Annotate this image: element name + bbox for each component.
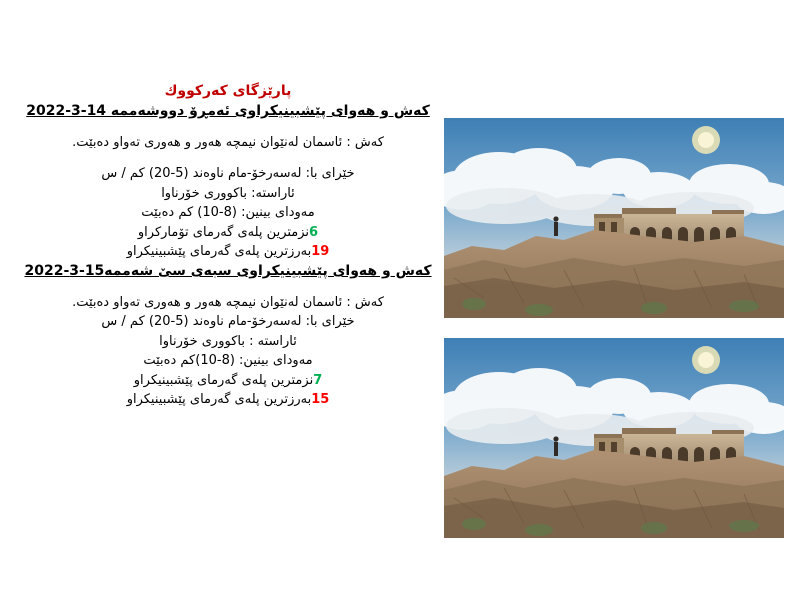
citadel-photo-top-graphic xyxy=(444,118,784,318)
section-1-max-temp-row xyxy=(18,242,438,262)
section-2-max-temp-label: به‌رزترین پله‌ی گه‌رمای پێشبینیكراو xyxy=(126,392,312,408)
section-1-min-temp-value: 6 xyxy=(309,224,319,240)
section-1-max-temp-label: به‌رزترین پله‌ی گه‌رمای پێشبینیكراو xyxy=(126,244,312,260)
citadel-photo-bottom-graphic xyxy=(444,338,784,538)
section-2-min-temp-label: نزمترین پله‌ی گه‌رمای پێشبینیكراو xyxy=(133,372,314,388)
section-2-line-visibility: مه‌ودای بینین: (8-10)كم ده‌بێت xyxy=(143,353,313,369)
section-2-line-wind-speed: خێرای با: له‌سه‌رخۆ-مام ناوه‌ند (5-20) كم / س xyxy=(101,314,355,330)
page-title: پارێزگای كه‌ركووك xyxy=(164,83,292,99)
section-2-max-temp-value: 15 xyxy=(311,392,330,408)
section-1-line-sky: كه‌ش : ئاسمان له‌نێوان نیمچه‌ هه‌ور و هه‌وری ته‌واو ده‌بێت. xyxy=(72,134,384,150)
section-1-min-temp-row xyxy=(18,223,438,243)
section-1-line-wind-direction: ئاراسته‌: باكووری خۆرناوا xyxy=(161,185,295,201)
section-2-max-temp-row xyxy=(18,390,438,410)
section-1-heading: كه‌ش و هه‌وای پێشبینیكراوی ئه‌مڕۆ دووشه‌ممه‌ 14-3-2022 xyxy=(26,102,430,119)
section-2-min-temp-value: 7 xyxy=(313,372,323,388)
section-1-max-temp-value: 19 xyxy=(311,244,330,260)
section-2-line-sky: كه‌ش : ئاسمان له‌نێوان نیمچه‌ هه‌ور و هه‌وری ته‌واو ده‌بێت. xyxy=(72,294,384,310)
section-1-min-temp-label: نزمترین پله‌ی گه‌رمای تۆماركراو xyxy=(137,224,310,240)
section-2-min-temp-row xyxy=(18,371,438,391)
section-1-line-visibility: مه‌ودای بینین: (8-10) كم ده‌بێت xyxy=(141,205,315,221)
section-2-heading: كه‌ش و هه‌وای پێشبینیكراوی سبه‌ی سێ شه‌ممه‌15-3-2022 xyxy=(24,262,432,279)
forecast-text-column xyxy=(18,82,438,410)
section-2-line-wind-direction: ئاراسته‌ : باكووری خۆرناوا xyxy=(159,333,297,349)
citadel-photo-top xyxy=(444,118,784,318)
section-1-line-wind-speed: خێرای با: له‌سه‌رخۆ-مام ناوه‌ند (5-20) كم / س xyxy=(101,166,355,182)
citadel-photo-bottom xyxy=(444,338,784,538)
